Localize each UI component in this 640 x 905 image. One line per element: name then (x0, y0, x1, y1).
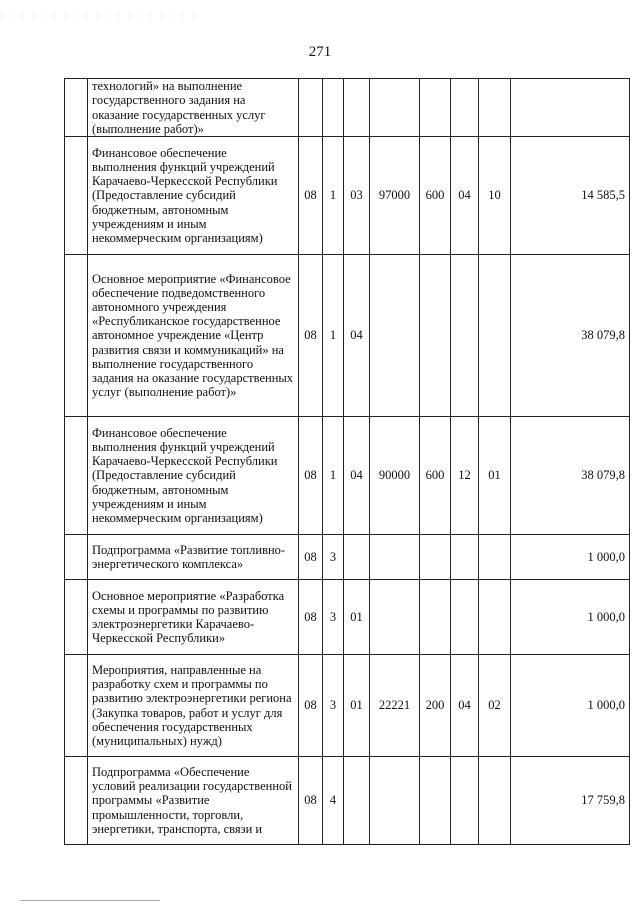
code-cell-c1: 08 (299, 255, 323, 417)
row-name-cell: Мероприятия, направленные на разработку схем и программы по развитию электроэнергетики региона (Закупка товаров, работ и услуг для обеспечения государственных (муниципальных) нужд) (88, 655, 299, 757)
code-cell-c4 (370, 79, 420, 137)
code-cell-c4: 97000 (370, 137, 420, 255)
sum-cell: 38 079,8 (511, 417, 630, 535)
table-row (65, 535, 630, 580)
code-cell-c2: 1 (323, 137, 344, 255)
scan-artifact-dots: · · · · · · · · · · · · · · · · · · · (0, 12, 198, 18)
code-cell-c3: 04 (344, 417, 370, 535)
code-cell-c6 (451, 580, 479, 655)
code-cell-c7 (479, 757, 511, 845)
table-row (65, 255, 630, 417)
code-cell-c4: 22221 (370, 655, 420, 757)
code-cell-c4 (370, 535, 420, 580)
code-cell-c6: 04 (451, 137, 479, 255)
code-cell-c5: 600 (420, 137, 451, 255)
code-cell-c5 (420, 79, 451, 137)
code-cell-c3: 03 (344, 137, 370, 255)
code-cell-c1: 08 (299, 417, 323, 535)
code-cell-c3 (344, 535, 370, 580)
code-cell-c1: 08 (299, 535, 323, 580)
empty-cell (65, 417, 88, 535)
code-cell-c4 (370, 255, 420, 417)
code-cell-c6 (451, 79, 479, 137)
code-cell-c2: 1 (323, 417, 344, 535)
sum-cell: 1 000,0 (511, 580, 630, 655)
row-name-cell: Подпрограмма «Развитие топливно-энергетического комплекса» (88, 535, 299, 580)
table-row (65, 417, 630, 535)
code-cell-c3 (344, 79, 370, 137)
row-name-cell: технологий» на выполнение государственного задания на оказание государственных услуг (выполнение работ)» (88, 79, 299, 137)
empty-cell (65, 137, 88, 255)
code-cell-c5 (420, 535, 451, 580)
table-row (65, 757, 630, 845)
sum-cell: 17 759,8 (511, 757, 630, 845)
code-cell-c7 (479, 535, 511, 580)
code-cell-c5: 200 (420, 655, 451, 757)
code-cell-c3 (344, 757, 370, 845)
sum-cell: 14 585,5 (511, 137, 630, 255)
code-cell-c5 (420, 757, 451, 845)
empty-cell (65, 757, 88, 845)
sum-cell: 1 000,0 (511, 535, 630, 580)
code-cell-c1: 08 (299, 580, 323, 655)
code-cell-c4 (370, 757, 420, 845)
code-cell-c3: 01 (344, 655, 370, 757)
table-row (65, 655, 630, 757)
code-cell-c6 (451, 535, 479, 580)
row-name-cell: Финансовое обеспечение выполнения функций учреждений Карачаево-Черкесской Республики (Предоставление субсидий бюджетным, автономным учреждениям и иным некоммерческим организациям) (88, 417, 299, 535)
code-cell-c6: 04 (451, 655, 479, 757)
code-cell-c6 (451, 757, 479, 845)
row-name-cell: Подпрограмма «Обеспечение условий реализации государственной программы «Развитие промышленности, торговли, энергетики, транспорта, связи и (88, 757, 299, 845)
sum-cell (511, 79, 630, 137)
code-cell-c6: 12 (451, 417, 479, 535)
code-cell-c5: 600 (420, 417, 451, 535)
row-name-cell: Основное мероприятие «Разработка схемы и программы по развитию электроэнергетики Карачаево- Черкесской Республики» (88, 580, 299, 655)
code-cell-c6 (451, 255, 479, 417)
code-cell-c2 (323, 79, 344, 137)
budget-table (64, 78, 630, 845)
code-cell-c7 (479, 580, 511, 655)
code-cell-c1: 08 (299, 655, 323, 757)
empty-cell (65, 655, 88, 757)
code-cell-c2: 3 (323, 655, 344, 757)
code-cell-c7: 02 (479, 655, 511, 757)
row-name-cell: Финансовое обеспечение выполнения функций учреждений Карачаево-Черкесской Республики (Предоставление субсидий бюджетным, автономным учреждениям и иным некоммерческим организациям) (88, 137, 299, 255)
code-cell-c1: 08 (299, 137, 323, 255)
table-row (65, 137, 630, 255)
code-cell-c2: 1 (323, 255, 344, 417)
code-cell-c3: 04 (344, 255, 370, 417)
table-row (65, 79, 630, 137)
code-cell-c2: 4 (323, 757, 344, 845)
sum-cell: 1 000,0 (511, 655, 630, 757)
code-cell-c1 (299, 79, 323, 137)
table-row (65, 580, 630, 655)
code-cell-c7: 01 (479, 417, 511, 535)
empty-cell (65, 535, 88, 580)
code-cell-c4: 90000 (370, 417, 420, 535)
empty-cell (65, 79, 88, 137)
page-number: 271 (308, 44, 332, 60)
code-cell-c3: 01 (344, 580, 370, 655)
code-cell-c5 (420, 255, 451, 417)
code-cell-c7: 10 (479, 137, 511, 255)
code-cell-c7 (479, 255, 511, 417)
code-cell-c2: 3 (323, 580, 344, 655)
row-name-cell: Основное мероприятие «Финансовое обеспечение подведомственного автономного учреждения «Республиканское государственное автономное учреждение «Центр развития связи и коммуникаций» на выполнение государственного задания на оказание государственных услуг (выполнение работ)» (88, 255, 299, 417)
code-cell-c2: 3 (323, 535, 344, 580)
code-cell-c1: 08 (299, 757, 323, 845)
sum-cell: 38 079,8 (511, 255, 630, 417)
code-cell-c4 (370, 580, 420, 655)
footer-rule (20, 900, 160, 901)
empty-cell (65, 580, 88, 655)
code-cell-c7 (479, 79, 511, 137)
empty-cell (65, 255, 88, 417)
code-cell-c5 (420, 580, 451, 655)
